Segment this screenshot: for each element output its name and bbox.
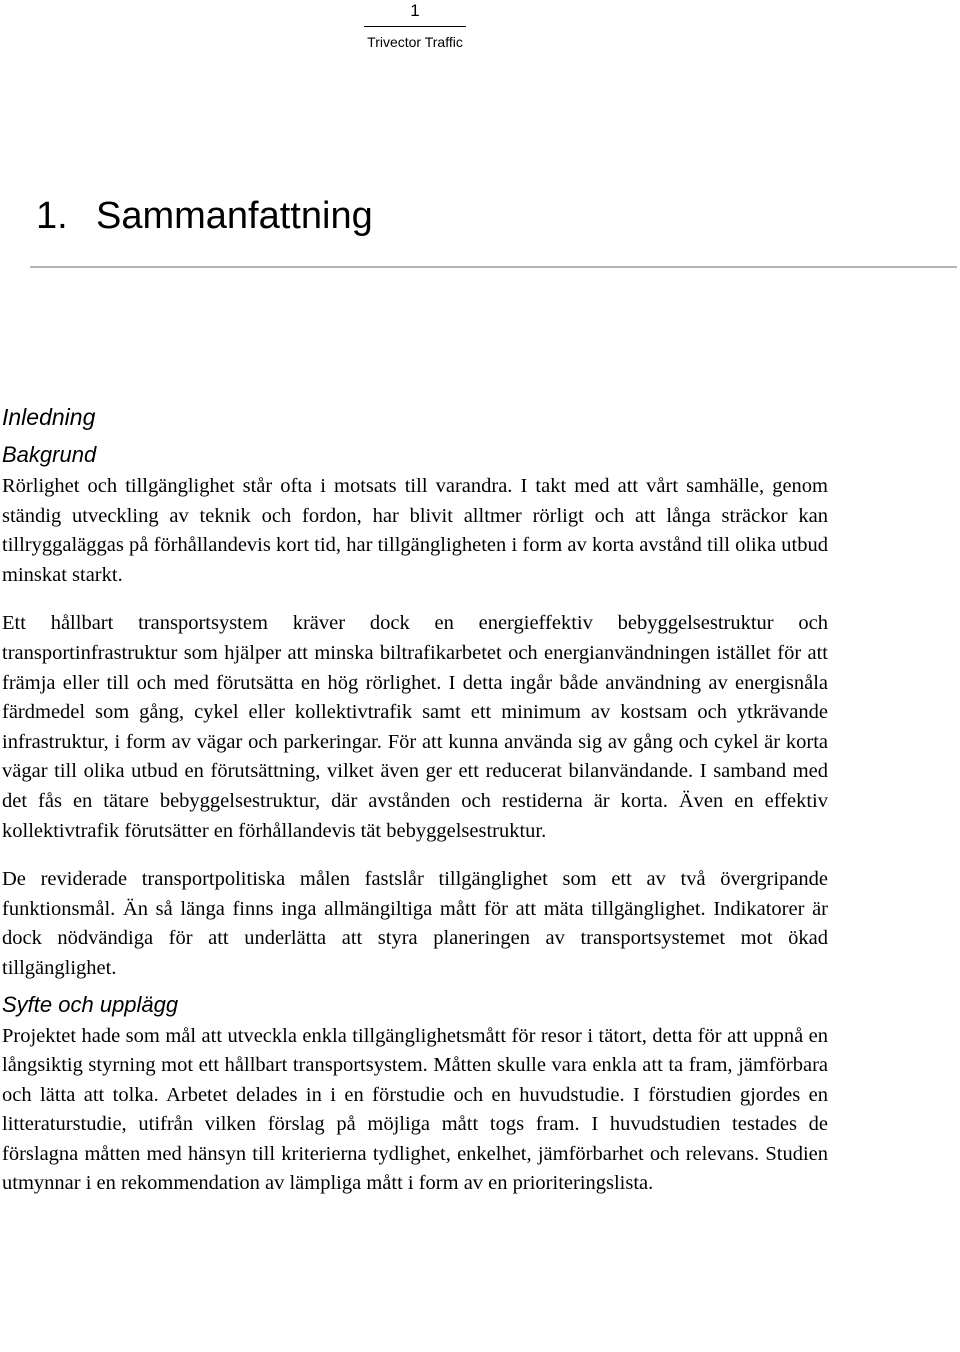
page-header <box>364 0 466 51</box>
paragraph-1: Rörlighet och tillgänglighet står ofta i motsats till varandra. I takt med att vårt samhälle, genom ständig utveckling av teknik och fordon, har blivit alltmer rörligt och att långa sträckor kan tillryggaläggas på förhållandevis kort tid, har tillgängligheten i form av korta avstånd till olika utbud minskat starkt. <box>2 475 828 586</box>
subsection-heading-syfte: Syfte och upplägg <box>2 991 179 1017</box>
page-number: 1 <box>410 1 420 20</box>
document-body <box>2 400 828 1199</box>
paragraph-2: Ett hållbart transportsystem kräver dock en energieffektiv bebyggelsestruktur och transportinfrastruktur som hjälper att minska biltrafikarbetet och energianvändningen istället för att främja eller till och med förutsätta en hög rörlighet. I detta ingår både användning av energisnåla färdmedel som gång, cykel eller kollektivtrafik samt ett minimum av kostsam och ytkrävande infrastruktur, i form av vägar och parkeringar. För att kunna använda sig av gång och cykel är korta vägar till olika utbud en förutsättning, vilket även ger ett reducerat bilanvändande. I samband med det fås en tätare bebyggelsestruktur, där avstånden och restiderna är korta. Även en effektiv kollektivtrafik förutsätter en förhållandevis tät bebyggelsestruktur. <box>2 612 828 842</box>
header-divider <box>364 26 466 27</box>
header-title: Trivector Traffic <box>367 34 463 50</box>
chapter-title: Sammanfattning <box>96 195 373 237</box>
chapter-number: 1. <box>36 195 68 237</box>
paragraph-4: Projektet hade som mål att utveckla enkla tillgänglighetsmått för resor i tätort, detta för att uppnå en långsiktig styrning mot ett hållbart transportsystem. Måtten skulle vara enkla att ta fram, jämförbara och lätta att tolka. Arbetet delades in i en förstudie och en huvudstudie. I förstudien gjordes en litteraturstudie, utifrån vilken förslag på möjliga mått togs fram. I huvudstudien testades de förslagna måtten med hänsyn till kriterierna tydlighet, enkelhet, jämförbarhet och relevans. Studien utmynnar i en rekommendation av lämpliga mått i form av en prioriteringslista. <box>2 1024 828 1195</box>
chapter-divider <box>30 266 957 268</box>
paragraph-3: De reviderade transportpolitiska målen fastslår tillgänglighet som ett av två övergripande funktionsmål. Än så länga finns inga allmängiltiga mått för att mäta tillgänglighet. Indikatorer är dock nödvändiga för att underlätta att styra planeringen av transportsystemet mot ökad tillgänglighet. <box>2 868 828 979</box>
subsection-heading-bakgrund: Bakgrund <box>2 442 97 467</box>
section-heading-inledning: Inledning <box>2 404 96 430</box>
chapter-heading <box>36 193 373 239</box>
